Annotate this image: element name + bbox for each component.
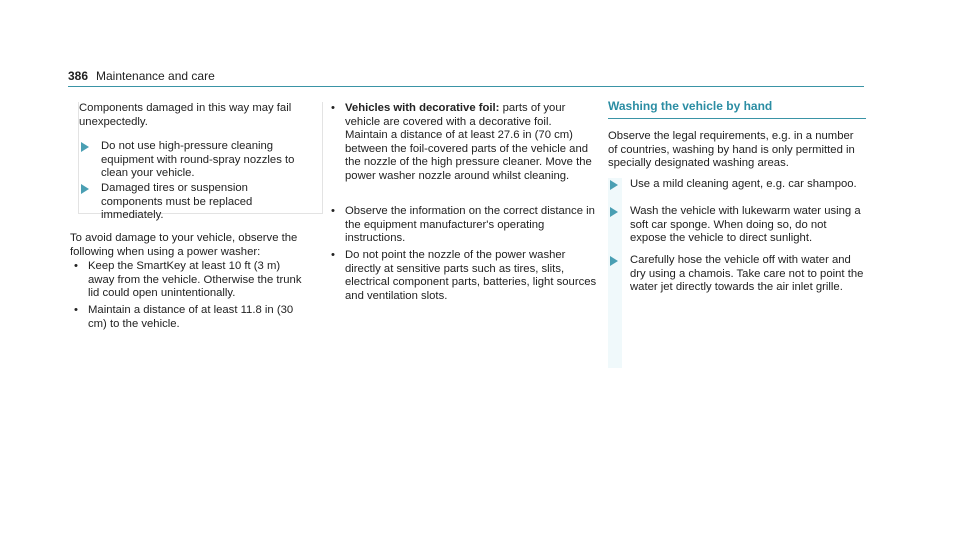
page-number: 386 <box>68 69 89 83</box>
header-divider <box>68 86 864 87</box>
action-arrow-icon <box>610 180 618 190</box>
bullet-dot-icon: • <box>74 304 78 316</box>
bullet-dot-icon: • <box>331 249 335 261</box>
action-arrow-icon <box>610 256 618 266</box>
list-item-heading: Vehicles with decorative foil: <box>345 102 500 114</box>
list-item <box>345 102 597 184</box>
heading-divider <box>608 118 866 119</box>
list-item: Maintain a distance of at least 11.8 in (30 cm) to the vehicle. <box>88 304 294 330</box>
action-arrow-icon <box>81 184 89 194</box>
instruction-text: Wash the vehicle with lukewarm water using a soft car sponge. When doing so, do not expose the vehicle to direct sunlight. <box>630 205 861 245</box>
section-heading: Washing the vehicle by hand <box>608 99 773 113</box>
action-arrow-icon <box>81 142 89 152</box>
list-item: Observe the information on the correct distance in the equipment manufacturer's operating instructions. <box>345 205 595 245</box>
power-washer-intro: To avoid damage to your vehicle, observe the following when using a power washer: <box>70 232 298 258</box>
list-item: Do not point the nozzle of the power washer directly at sensitive parts such as tires, slits, electrical component parts, batteries, light sources and ventilation slots. <box>345 249 597 302</box>
warning-action-text: Do not use high-pressure cleaning equipment with round-spray nozzles to clean your vehicle. <box>101 140 295 180</box>
action-arrow-icon <box>610 207 618 217</box>
left-column <box>70 102 328 330</box>
instruction-text: Use a mild cleaning agent, e.g. car shampoo. <box>630 178 857 190</box>
instruction-text: Carefully hose the vehicle off with water and dry using a chamois. Take care not to point the water jet directly towards the air inlet grille. <box>630 254 864 294</box>
list-item-text: parts of your vehicle are covered with a decorative foil. Maintain a distance of at least 27.6 in (70 cm) between the foil-covered parts of the vehicle and the nozzle of the high pressure cleaner. Move the power washer nozzle around whilst cleaning. <box>345 102 592 182</box>
bullet-dot-icon: • <box>74 260 78 272</box>
hand-wash-intro: Observe the legal requirements, e.g. in a number of countries, washing by hand is only permitted in specially designated washing areas. <box>608 130 855 170</box>
section-title: Maintenance and care <box>96 69 215 83</box>
bullet-dot-icon: • <box>331 205 335 217</box>
warning-intro: Components damaged in this way may fail unexpectedly. <box>79 102 292 128</box>
warning-action-text: Damaged tires or suspension components must be replaced immediately. <box>101 182 253 222</box>
warning-box <box>78 102 323 222</box>
instruction-block <box>608 178 866 368</box>
bullet-dot-icon: • <box>331 102 335 114</box>
list-item: Keep the SmartKey at least 10 ft (3 m) away from the vehicle. Otherwise the trunk lid could open unintentionally. <box>88 260 302 300</box>
